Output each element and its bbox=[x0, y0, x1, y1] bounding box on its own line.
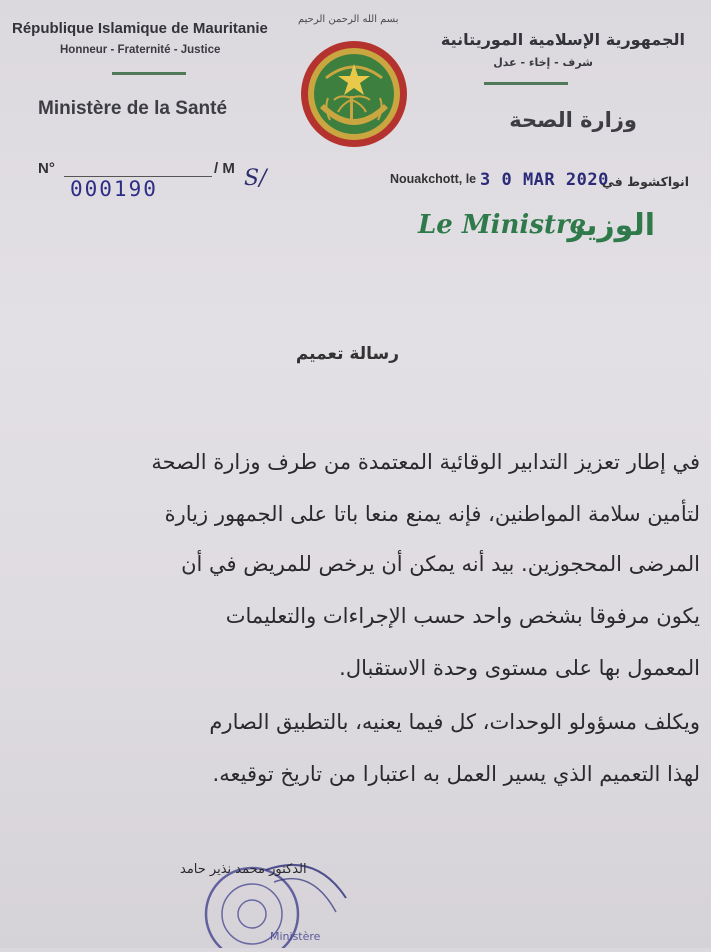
ar-divider bbox=[484, 82, 568, 85]
sender-fr: Le Ministre bbox=[418, 210, 587, 240]
reference-number: 000190 bbox=[70, 177, 158, 201]
mauritania-emblem-icon bbox=[298, 38, 410, 150]
body-line: لتأمين سلامة المواطنين، فإنه يمنع منعا باتا على الجمهور زيارة bbox=[164, 502, 700, 526]
letter-subject: رسالة تعميم bbox=[295, 344, 399, 364]
body-line: يكون مرفوقا بشخص واحد حسب الإجراءات والتعليمات bbox=[225, 604, 700, 628]
body-line: ويكلف مسؤولو الوحدات، كل فيما يعنيه، بالتطبيق الصارم bbox=[209, 710, 700, 734]
fr-divider bbox=[112, 72, 186, 75]
fr-republic-heading: République Islamique de Mauritanie bbox=[12, 20, 268, 37]
city-fr: Nouakchott, le bbox=[390, 172, 477, 186]
city-ar: انواكشوط في bbox=[601, 174, 689, 189]
reference-separator: / M bbox=[214, 160, 235, 177]
signatory-name: الدكتور محمد نذير حامد bbox=[180, 862, 307, 877]
stamp-text: Ministère bbox=[270, 930, 321, 943]
ar-ministry-heading: وزارة الصحة bbox=[509, 108, 637, 132]
sender-ar: الوزير bbox=[567, 208, 655, 243]
date-stamp: 3 0 MAR 2020 bbox=[480, 170, 609, 190]
ar-republic-heading: الجمهورية الإسلامية الموريتانية bbox=[440, 30, 685, 49]
body-line: المرضى المحجوزين. بيد أنه يمكن أن يرخص للمريض في أن bbox=[181, 552, 700, 576]
reference-number-label: N° bbox=[38, 160, 55, 177]
body-line: في إطار تعزيز التدابير الوقائية المعتمدة من طرف وزارة الصحة bbox=[151, 450, 700, 474]
letter-body bbox=[28, 440, 700, 800]
fr-ministry-heading: Ministère de la Santé bbox=[38, 98, 228, 119]
reference-handwritten: S/ bbox=[244, 166, 267, 191]
basmala: بسم الله الرحمن الرحيم bbox=[298, 14, 399, 25]
ar-motto: شرف - إخاء - عدل bbox=[493, 56, 593, 69]
body-line: لهذا التعميم الذي يسير العمل به اعتبارا من تاريخ توقيعه. bbox=[212, 762, 700, 786]
body-line: المعمول بها على مستوى وحدة الاستقبال. bbox=[339, 656, 700, 680]
fr-motto: Honneur - Fraternité - Justice bbox=[60, 44, 221, 56]
